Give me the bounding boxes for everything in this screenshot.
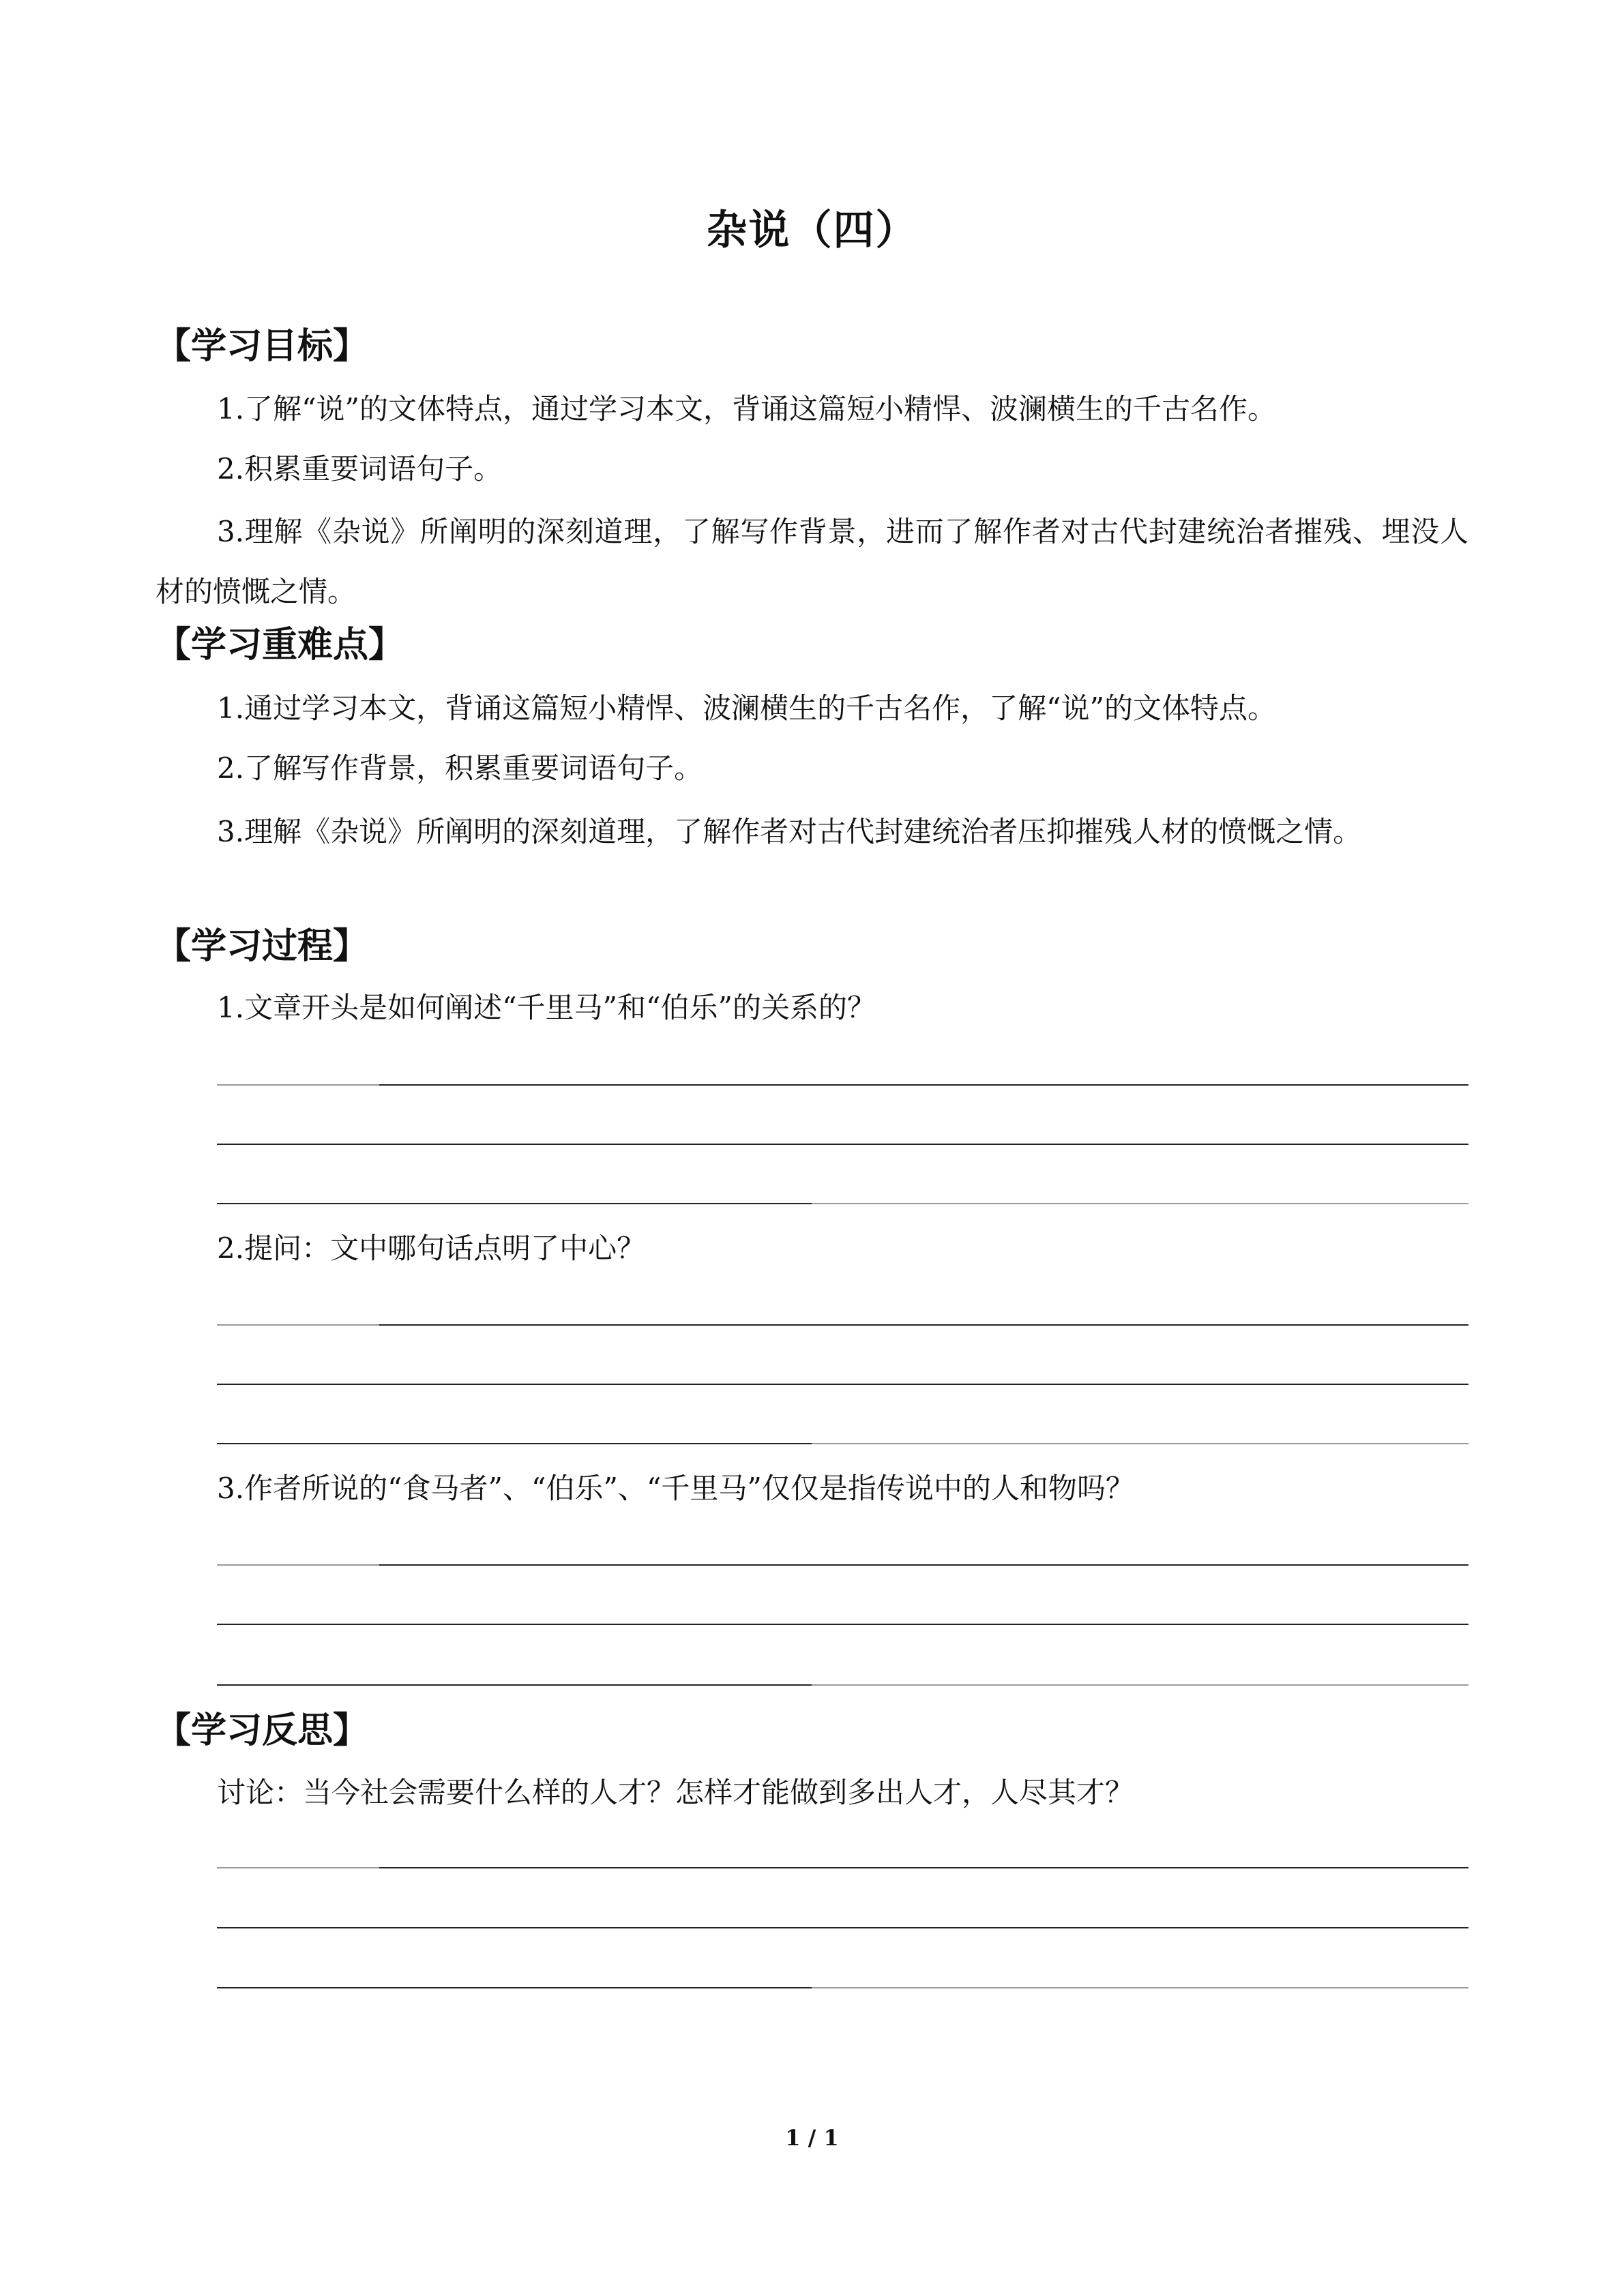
key-point-item-3: 3.理解《杂说》所阐明的深刻道理，了解作者对古代封建统治者压抑摧残人材的愤慨之情。 — [217, 815, 1362, 848]
page-title: 杂说（四） — [706, 207, 918, 254]
section-heading-process: 【学习过程】 — [156, 926, 369, 967]
answer-line — [379, 1564, 1468, 1566]
reflection-prompt: 讨论：当今社会需要什么样的人才？怎样才能做到多出人才，人尽其才？ — [217, 1776, 1134, 1809]
objective-item-1: 1.了解“说”的文体特点，通过学习本文，背诵这篇短小精悍、波澜横生的千古名作。 — [217, 392, 1277, 426]
answer-line — [812, 1443, 1468, 1444]
answer-line — [379, 1867, 1468, 1868]
answer-line — [217, 1384, 1468, 1385]
answer-line — [217, 1624, 1468, 1625]
answer-line — [217, 1867, 379, 1868]
process-question-3: 3.作者所说的“食马者”、“伯乐”、“千里马”仅仅是指传说中的人和物吗？ — [217, 1472, 1134, 1505]
answer-line — [217, 1324, 379, 1326]
answer-line — [812, 1203, 1468, 1204]
section-heading-key-points: 【学习重难点】 — [156, 625, 404, 666]
process-question-2: 2.提问：文中哪句话点明了中心？ — [217, 1232, 646, 1265]
section-heading-objectives: 【学习目标】 — [156, 326, 369, 367]
page-number: 1 / 1 — [785, 2125, 839, 2151]
section-heading-reflection: 【学习反思】 — [156, 1710, 369, 1751]
answer-line — [217, 1684, 812, 1686]
answer-line — [217, 1203, 812, 1204]
answer-line — [379, 1084, 1468, 1086]
answer-line — [217, 1987, 812, 1988]
answer-line — [217, 1084, 379, 1086]
answer-line — [217, 1443, 812, 1444]
objective-item-2: 2.积累重要词语句子。 — [217, 452, 503, 486]
process-question-1: 1.文章开头是如何阐述“千里马”和“伯乐”的关系的？ — [217, 991, 876, 1024]
answer-line — [217, 1927, 1468, 1928]
key-point-item-2: 2.了解写作背景，积累重要词语句子。 — [217, 751, 703, 785]
answer-line — [217, 1564, 379, 1566]
answer-line — [812, 1987, 1468, 1988]
key-point-item-1: 1.通过学习本文，背诵这篇短小精悍、波澜横生的千古名作，了解“说”的文体特点。 — [217, 691, 1277, 725]
answer-line — [379, 1324, 1468, 1326]
objective-item-3: 3.理解《杂说》所阐明的深刻道理，了解写作背景，进而了解作者对古代封建统治者摧残、埋没人材的愤慨之情。 — [156, 515, 1468, 608]
answer-line — [217, 1144, 1468, 1145]
answer-line — [812, 1684, 1468, 1686]
